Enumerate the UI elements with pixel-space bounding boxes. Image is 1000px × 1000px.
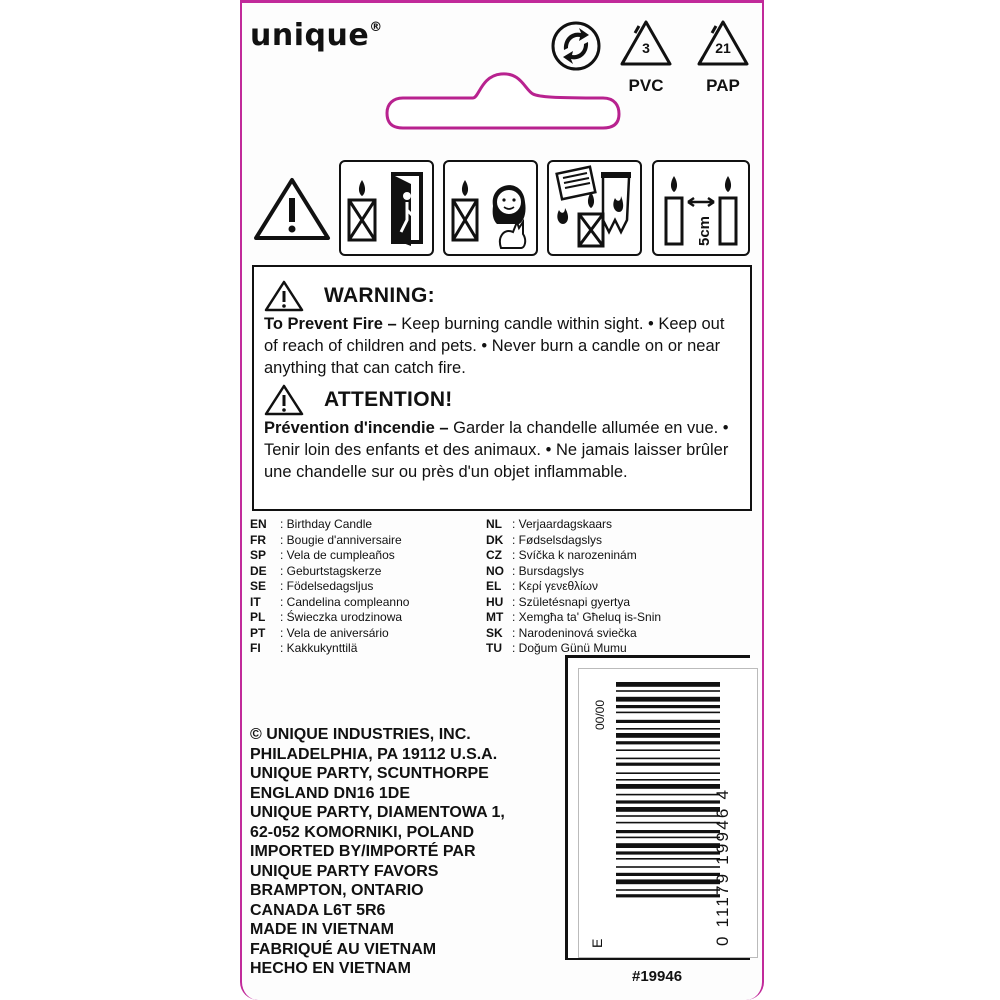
barcode-bar: [616, 889, 720, 891]
barcode-bar: [616, 866, 720, 868]
language-text: : Vela de aniversário: [280, 625, 389, 640]
attention-title: ATTENTION!: [324, 388, 453, 411]
language-text: : Födelsedagsljus: [280, 579, 374, 593]
language-row: [250, 641, 409, 657]
language-text: : Bursdagslys: [512, 563, 585, 578]
language-row: [250, 579, 409, 595]
language-text: : Xemgħa ta' Għeluq is-Snin: [512, 610, 662, 624]
language-code: PT: [250, 625, 266, 640]
barcode-bars: [616, 682, 720, 897]
barcode-bar: [616, 763, 720, 766]
address-line: BRAMPTON, ONTARIO: [250, 882, 424, 899]
languages-left-column: [250, 517, 409, 657]
language-row: [250, 626, 409, 642]
language-code: FI: [250, 641, 261, 655]
hang-hole: [383, 70, 623, 132]
language-text: : Birthday Candle: [280, 517, 373, 531]
language-text: : Svíčka k narozeninám: [512, 548, 637, 562]
language-row: [486, 610, 661, 626]
language-code: NO: [486, 563, 504, 578]
warning-title: WARNING:: [324, 284, 435, 307]
language-code: SP: [250, 548, 267, 562]
warning-text-fr: [264, 417, 740, 483]
language-text: : Vela de cumpleaños: [280, 548, 395, 562]
warning-body: Keep burning candle within sight. • Keep out of reach of children and pets. • Never burn a candle on or near anything that can catch fire.: [264, 315, 725, 377]
language-text: : Bougie d'anniversaire: [280, 532, 402, 547]
barcode-bar: [616, 728, 720, 730]
language-row: [250, 610, 409, 626]
safety-pictograms: [252, 160, 780, 256]
address-line: 62-052 KOMORNIKI, POLAND: [250, 823, 475, 841]
language-text: : Geburtstagskerze: [280, 563, 382, 578]
barcode-bar: [616, 800, 720, 803]
recycle-code-label: PAP: [706, 76, 740, 95]
barcode-bar: [616, 822, 720, 824]
language-row: [486, 595, 661, 611]
warning-triangle-icon: [264, 384, 304, 416]
keep-away-from-flammables-icon: [547, 160, 642, 256]
language-row: [486, 579, 661, 595]
barcode-bar: [616, 807, 720, 812]
barcode-bar: [616, 843, 720, 848]
barcode-bar: [616, 873, 720, 876]
language-row: [250, 517, 409, 533]
barcode-bar: [616, 720, 720, 723]
never-leave-burning-candle-icon: [339, 160, 434, 256]
barcode-bar: [616, 851, 720, 854]
barcode-bar: [616, 772, 720, 774]
warning-box: [252, 265, 752, 511]
language-code: FR: [250, 532, 266, 547]
language-row: [250, 564, 409, 580]
address-line: HECHO EN VIETNAM: [250, 960, 411, 977]
language-code: NL: [486, 517, 502, 531]
language-row: [486, 626, 661, 642]
address-line: UNIQUE PARTY, DIAMENTOWA 1,: [250, 804, 505, 821]
barcode-mark: E: [589, 938, 605, 948]
language-code: SK: [486, 625, 503, 640]
languages-right-column: [486, 517, 661, 657]
barcode-bar: [616, 690, 720, 692]
recycle-code-label: PVC: [628, 76, 664, 95]
barcode-bar: [616, 705, 720, 708]
language-code: DK: [486, 532, 504, 547]
language-code: IT: [250, 594, 261, 609]
spacing-label: 5cm: [696, 215, 713, 246]
language-code: HU: [486, 594, 504, 609]
address-line: MADE IN VIETNAM: [250, 921, 394, 938]
brand-logo: [250, 18, 383, 53]
barcode-bar: [616, 749, 720, 751]
language-text: : Fødselsdagslys: [512, 532, 603, 547]
language-code: PL: [250, 610, 266, 624]
language-text: : Świeczka urodzinowa: [280, 610, 403, 624]
language-code: CZ: [486, 548, 502, 562]
barcode: [578, 668, 758, 958]
barcode-bar: [616, 784, 720, 789]
barcode-bar: [616, 830, 720, 833]
language-code: TU: [486, 641, 502, 655]
language-code: MT: [486, 610, 504, 624]
barcode-bar: [616, 712, 720, 714]
language-code: DE: [250, 563, 267, 578]
language-text: : Kakkukynttilä: [280, 641, 358, 655]
barcode-bar: [616, 741, 720, 744]
language-row: [486, 533, 661, 549]
recycle-code-number: 21: [715, 40, 731, 56]
barcode-digits: 0 11179 19946 4: [713, 787, 732, 946]
barcode-bar: [616, 733, 720, 738]
language-row: [486, 548, 661, 564]
barcode-bar: [616, 879, 720, 884]
warning-triangle-icon: [264, 280, 304, 312]
address-line: UNIQUE PARTY FAVORS: [250, 862, 439, 880]
candle-spacing-icon: [652, 160, 750, 256]
language-text: : Doğum Günü Mumu: [512, 641, 627, 655]
barcode-bar: [616, 858, 720, 860]
language-code: SE: [250, 579, 267, 593]
barcode-bar: [616, 697, 720, 702]
language-code: EL: [486, 579, 502, 593]
warning-lead: To Prevent Fire –: [264, 315, 397, 333]
warning-text-en: [264, 313, 740, 379]
barcode-bar: [616, 682, 720, 687]
language-row: [250, 548, 409, 564]
address-line: CANADA L6T 5R6: [250, 901, 386, 919]
language-text: : Narodeninová sviečka: [512, 625, 637, 640]
language-text: : Verjaardagskaars: [512, 517, 613, 531]
brand-registered-mark: ®: [369, 20, 383, 35]
language-row: [486, 517, 661, 533]
barcode-bar: [616, 837, 720, 839]
language-text: : Κερί γενεθλίων: [512, 579, 599, 593]
brand-name: unique: [250, 18, 370, 53]
language-row: [250, 595, 409, 611]
barcode-date-code: 00/00: [593, 699, 607, 730]
attention-body: Garder la chandelle allumée en vue. • Tenir loin des enfants et des animaux. • Ne jamais laisser brûler une chandelle sur ou près d'un objet inflammable.: [264, 419, 729, 481]
address-line: © UNIQUE INDUSTRIES, INC.: [250, 726, 471, 743]
barcode-bar: [616, 815, 720, 817]
barcode-bar: [616, 894, 720, 897]
address-line: UNIQUE PARTY, SCUNTHORPE: [250, 765, 489, 782]
language-row: [486, 564, 661, 580]
manufacturer-address: [250, 725, 550, 979]
green-dot-recycle-icon: [550, 20, 602, 72]
barcode-bar: [616, 758, 720, 760]
language-text: : Candelina compleanno: [280, 594, 410, 609]
address-line: ENGLAND DN16 1DE: [250, 784, 411, 802]
address-line: PHILADELPHIA, PA 19112 U.S.A.: [250, 745, 498, 763]
address-line: IMPORTED BY/IMPORTÉ PAR: [250, 843, 476, 860]
warning-triangle-icon: [252, 174, 332, 244]
language-text: : Születésnapi gyertya: [512, 594, 631, 609]
recycle-code-number: 3: [642, 40, 650, 56]
language-code: EN: [250, 517, 267, 531]
recycling-code-pvc: [617, 18, 675, 98]
address-line: FABRIQUÉ AU VIETNAM: [250, 940, 437, 958]
card-top-edge: [240, 0, 764, 3]
sku-number: #19946: [632, 968, 683, 985]
barcode-bar: [616, 779, 720, 781]
recycling-code-pap: [694, 18, 752, 98]
barcode-bar: [616, 794, 720, 796]
warning-heading-en: [264, 281, 740, 311]
keep-away-from-children-and-pets-icon: [443, 160, 538, 256]
attention-lead: Prévention d'incendie –: [264, 419, 449, 437]
warning-heading-fr: [264, 385, 740, 415]
language-row: [250, 533, 409, 549]
